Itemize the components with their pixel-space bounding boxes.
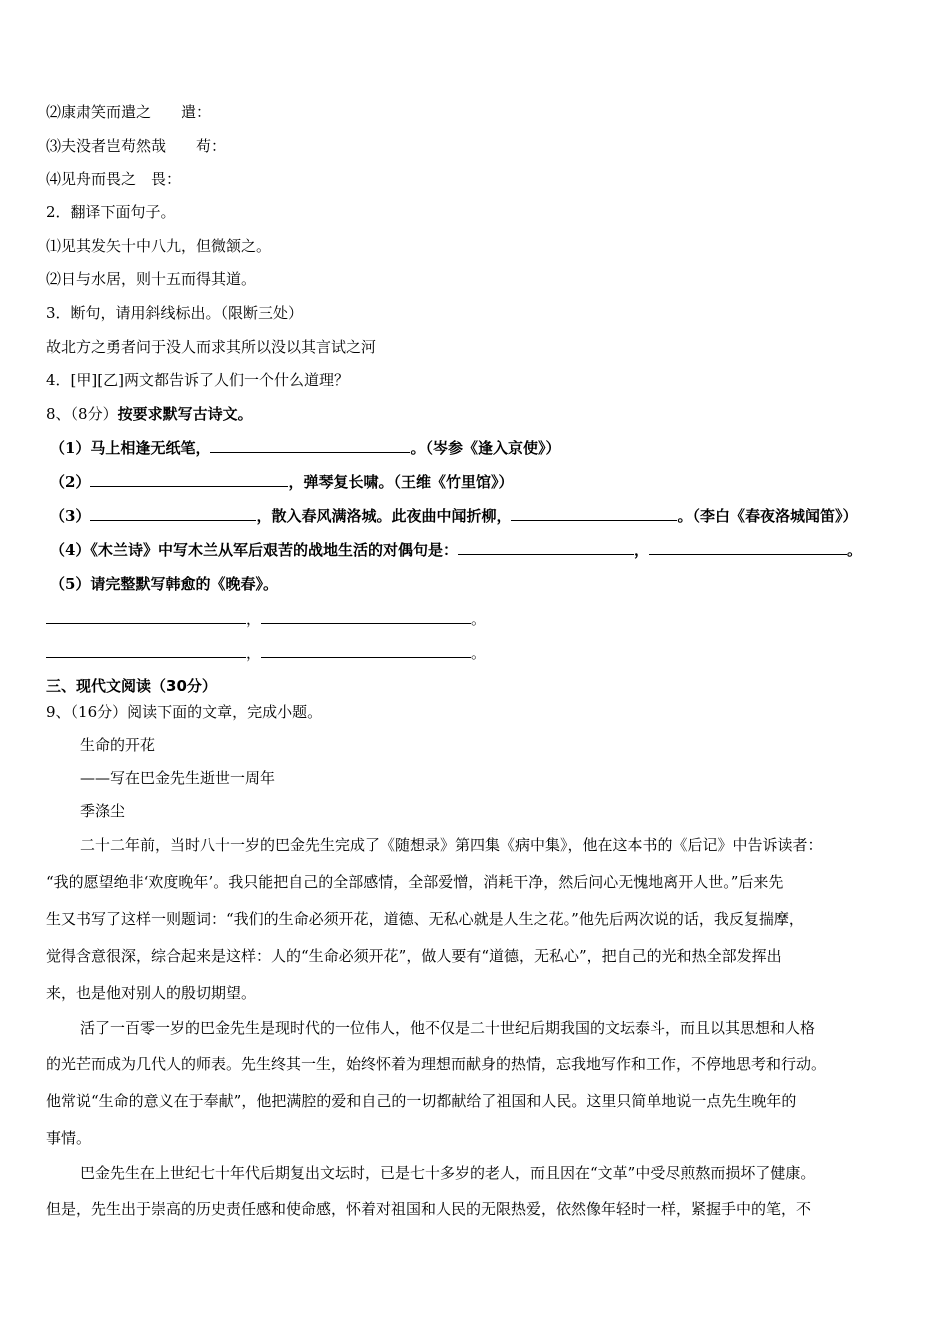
poem-answer-row [46,609,486,629]
vocab-item: ⑷见舟而畏之 畏： [46,170,182,188]
poem-line-2 [50,472,513,492]
poem-line-3 [50,506,857,526]
comma: ， [246,610,262,628]
answer-blank[interactable] [649,540,847,555]
answer-blank[interactable] [511,506,677,521]
answer-blank[interactable] [261,609,471,624]
poem-line-3-num: （3） [50,507,91,525]
poem-line-4-period: 。 [846,541,862,559]
poem-line-2-text: ，弹琴复长啸。（王维《竹里馆》） [288,473,514,491]
answer-blank[interactable] [90,506,256,521]
poem-answer-row [46,643,486,663]
answer-blank[interactable] [46,609,246,624]
question-9-title: 9、（16分）阅读下面的文章，完成小题。 [46,703,323,721]
question-8-score: 8、（8分） [46,405,118,423]
poem-line-1-source: 。（岑参《逢入京使》） [410,439,561,457]
question-3-text: 故北方之勇者问于没人而求其所以没以其言试之河 [46,338,377,356]
paragraph-line: “我的愿望绝非‘欢度晚年’。我只能把自己的全部感情，全部爱憎，消耗干净，然后问心无愧地离开人世。”后来先 [46,873,784,891]
poem-line-3-text: ，散入春风满洛城。此夜曲中闻折柳， [256,507,512,525]
article-title: 生命的开花 [80,736,156,754]
question-8-instruction: 按要求默写古诗文。 [117,405,253,423]
paragraph-line: 但是，先生出于崇高的历史责任感和使命感，怀着对祖国和人民的无限热爱，依然像年轻时一样，紧握手中的笔，不 [46,1200,812,1218]
vocab-item: ⑶夫没者岂苟然哉 苟： [46,137,227,155]
article-author: 季涤尘 [80,802,126,820]
poem-line-4-text: （4）《木兰诗》中写木兰从军后艰苦的战地生活的对偶句是： [50,541,458,559]
section-heading: 三、现代文阅读（30分） [46,677,217,695]
poem-line-1 [50,438,560,458]
paragraph-line: 巴金先生在上世纪七十年代后期复出文坛时，已是七十多岁的老人，而且因在“文革”中受尽煎熬而损坏了健康。 [80,1164,816,1182]
paragraph-line: 觉得含意很深，综合起来是这样：人的“生命必须开花”，做人要有“道德，无私心”，把自己的光和热全部发挥出 [46,947,782,965]
answer-blank[interactable] [46,643,246,658]
question-2-item: ⑵日与水居，则十五而得其道。 [46,270,257,288]
vocab-item: ⑵康肃笑而遣之 遣： [46,103,212,121]
paragraph-line: 事情。 [46,1129,92,1147]
period: 。 [471,610,487,628]
comma: ， [246,644,262,662]
answer-blank[interactable] [458,540,634,555]
paragraph-line: 二十二年前，当时八十一岁的巴金先生完成了《随想录》第四集《病中集》，他在这本书的《后记》中告诉读者： [80,836,823,854]
paragraph-line: 来，也是他对别人的殷切期望。 [46,984,257,1002]
answer-blank[interactable] [90,472,288,487]
poem-line-1-text: （1）马上相逢无纸笔， [50,439,211,457]
article-subtitle: ——写在巴金先生逝世一周年 [80,769,276,787]
question-4: 4．[甲][乙]两文都告诉了人们一个什么道理？ [46,371,349,389]
poem-line-5: （5）请完整默写韩愈的《晚春》。 [50,575,278,593]
poem-line-4 [50,540,862,560]
answer-blank[interactable] [261,643,471,658]
answer-blank[interactable] [210,438,410,453]
poem-line-3-source: 。（李白《春夜洛城闻笛》） [677,507,858,525]
paragraph-line: 他常说“生命的意义在于奉献”，他把满腔的爱和自己的一切都献给了祖国和人民。这里只简单地说一点先生晚年的 [46,1092,797,1110]
question-3-title: 3．断句，请用斜线标出。（限断三处） [46,304,304,322]
poem-line-4-comma: ， [633,541,649,559]
question-2-title: 2．翻译下面句子。 [46,203,176,221]
question-2-item: ⑴见其发矢十中八九，但微颔之。 [46,237,272,255]
paragraph-line: 的光芒而成为几代人的师表。先生终其一生，始终怀着为理想而献身的热情，忘我地写作和工作，不停地思考和行动。 [46,1055,827,1073]
question-8-title [46,404,253,424]
poem-line-2-num: （2） [50,473,91,491]
paragraph-line: 生又书写了这样一则题词：“我们的生命必须开花，道德、无私心就是人生之花。”他先后两次说的话，我反复揣摩， [46,910,804,928]
period: 。 [471,644,487,662]
paragraph-line: 活了一百零一岁的巴金先生是现时代的一位伟人，他不仅是二十世纪后期我国的文坛泰斗，而且以其思想和人格 [80,1019,816,1037]
